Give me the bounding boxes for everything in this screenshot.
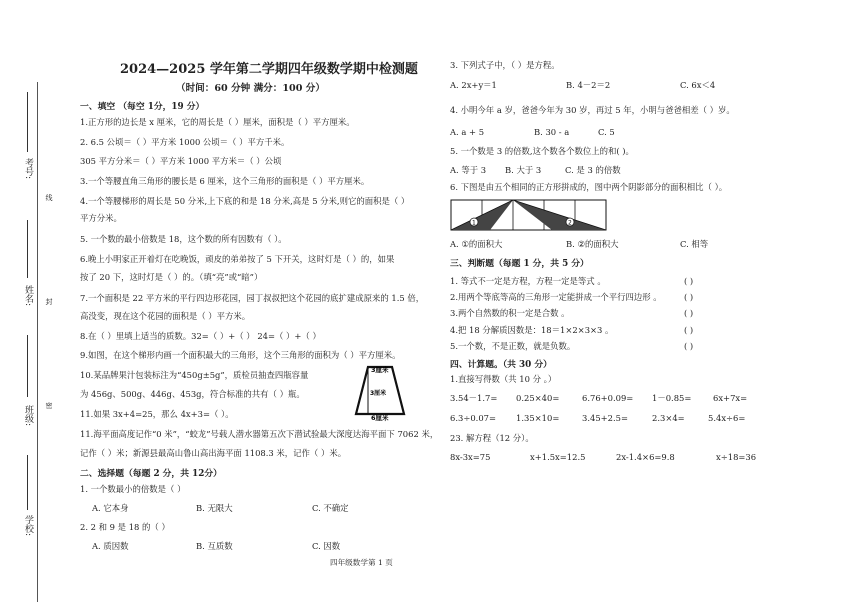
exam-no-label: 考号:: [23, 158, 33, 180]
s4-r1-c3: 6.76+0.09=: [582, 393, 634, 403]
s1-q3: 3.一个等腰直角三角形的腰长是 6 厘米，这个三角形的面积是（ ）平方厘米。: [80, 176, 370, 186]
s3-paren-4: ( ): [684, 325, 694, 335]
page-footer: 四年级数学第 1 页: [330, 558, 393, 567]
s2-q2: 2. 2 和 9 是 18 的（ ）: [80, 522, 170, 532]
s3-paren-3: ( ): [684, 308, 694, 318]
exam-no-blank: [27, 92, 28, 152]
s3-item-3: 3.两个自然数的积一定是合数 。: [450, 308, 570, 318]
binding-feng: 封: [45, 298, 53, 305]
s2-q2-opt-c: C. 因数: [312, 541, 341, 551]
s2-q3: 3. 下列式子中，（ ）是方程。: [450, 60, 560, 70]
school-label: 学校:: [23, 515, 33, 537]
s1-q9: 9.如图，在这个梯形内画一个面积最大的三角形，这个三角形的面积为（ ）平方厘米。: [80, 350, 401, 360]
page-subtitle: （时间：60 分钟 满分：100 分）: [176, 83, 325, 94]
s4-eq-1: 8x-3x=75: [450, 452, 491, 462]
s2-q3-opt-a: A. 2x+y＝1: [450, 80, 497, 90]
s4-r1-c5: 6x+7x=: [713, 393, 748, 403]
s4-r2-c1: 6.3÷0.07=: [450, 413, 497, 423]
s2-q5: 5. 一个数是 3 的倍数,这个数各个数位上的和( )。: [450, 146, 634, 156]
page-title: 2024—2025 学年第二学期四年级数学期中检测题: [120, 62, 418, 77]
s1-q11: 11.如果 3x+4=25，那么 4x+3=（ ）。: [80, 409, 234, 419]
s2-q6: 6. 下图是由五个相同的正方形拼成的，图中两个阴影部分的面积相比（ ）。: [450, 182, 728, 192]
school-blank: [27, 455, 28, 510]
s3-item-1: 1. 等式不一定是方程，方程一定是等式 。: [450, 276, 606, 286]
s2-q1-opt-a: A. 它本身: [92, 503, 129, 513]
s4-r2-c4: 2.3×4=: [652, 413, 685, 423]
s1-q4a: 4.一个等腰梯形的周长是 50 分米,上下底的和是 18 分米,高是 5 分米,则它的面积是（ ）: [80, 196, 410, 206]
s2-q6-opt-b: B. ②的面积大: [566, 239, 619, 249]
s1-q6b: 按了 20 下，这时灯是（ ）的。（填“亮”或“暗”）: [80, 272, 263, 282]
section2-heading: 二、选择题（每题 2 分，共 12分）: [80, 469, 222, 479]
s2-q3-opt-b: B. 4－2＝2: [566, 80, 611, 90]
s2-q5-opt-b: B. 大于 3: [505, 165, 542, 175]
s4-r1-c2: 0.25×40=: [516, 393, 560, 403]
section4-heading: 四、计算题。（共 30 分）: [450, 360, 552, 370]
s3-item-4: 4.把 18 分解质因数是：18＝1×2×3×3 。: [450, 325, 614, 335]
s2-q1-opt-b: B. 无限大: [196, 503, 233, 513]
binding-xian: 线: [45, 194, 53, 201]
five-squares-figure: [450, 198, 610, 232]
s1-q10a: 10.某品牌果汁包装标注为“450g±5g”，质检员抽查四瓶容量: [80, 370, 309, 380]
s3-paren-1: ( ): [684, 276, 694, 286]
s4-r1-c4: 1－0.85=: [652, 393, 692, 403]
s4-sub1: 1.直接写得数（共 10 分 。）: [450, 374, 557, 384]
s2-q4-opt-c: C. 5: [598, 127, 615, 137]
s4-r1-c1: 3.54－1.7=: [450, 393, 498, 403]
s2-q2-opt-a: A. 质因数: [92, 541, 129, 551]
s2-q5-opt-a: A. 等于 3: [450, 165, 487, 175]
s3-paren-5: ( ): [684, 341, 694, 351]
s2-q1: 1. 一个数最小的倍数是（ ）: [80, 484, 186, 494]
s2-q6-opt-c: C. 相等: [680, 239, 709, 249]
s2-q2-opt-b: B. 互质数: [196, 541, 233, 551]
s1-q12a: 11.海平面高度记作“0 米”，“蛟龙”号载人潜水器第五次下潜试验最大深度达海平面下 7062 米，: [80, 429, 439, 439]
s3-item-5: 5.一个数，不是正数，就是负数。: [450, 341, 576, 351]
s2-q6-opt-a: A. ①的面积大: [450, 239, 503, 249]
s1-q5: 5. 一个数的最小倍数是 18，这个数的所有因数有（ ）。: [80, 234, 287, 244]
s2-q4-opt-a: A. a + 5: [450, 127, 485, 137]
s1-q6a: 6.晚上小明家正开着灯在吃晚饭，顽皮的弟弟按了 5 下开关，这时灯是（ ）的，如果: [80, 254, 395, 264]
trap-top-label: 3厘米: [371, 366, 389, 374]
s1-q12b: 记作（ ）米；新源县最高山鲁山高出海平面 1108.3 米，记作（ ）米。: [80, 448, 347, 458]
s3-paren-2: ( ): [684, 292, 694, 302]
class-label: 班级:: [23, 405, 33, 427]
s2-q4: 4. 小明今年 a 岁，爸爸今年为 30 岁，再过 5 年，小明与爸爸相差（ ）岁。: [450, 105, 735, 115]
s1-q8: 8.在（ ）里填上适当的质数。32=（ ）+（ ） 24=（ ）+（ ）: [80, 331, 321, 341]
s1-q4b: 平方分米。: [80, 213, 122, 223]
s2-q5-opt-c: C. 是 3 的倍数: [565, 165, 621, 175]
s2-q3-opt-c: C. 6x＜4: [680, 80, 716, 90]
binding-line: [37, 82, 38, 602]
s4-eq-4: x÷18=36: [716, 452, 757, 462]
s4-sub2: 23. 解方程（12 分）。: [450, 433, 534, 443]
s2-q4-opt-b: B. 30 - a: [534, 127, 570, 137]
svg-text:1: 1: [472, 219, 476, 227]
s4-eq-2: x+1.5x=12.5: [530, 452, 586, 462]
s4-eq-3: 2x-1.4×6=9.8: [616, 452, 675, 462]
s1-q10b: 为 456g、500g、446g、453g，符合标准的共有（ ）瓶。: [80, 389, 305, 399]
trap-bottom-label: 6厘米: [371, 414, 389, 422]
s1-q7a: 7.一个面积是 22 平方米的平行四边形花园，园丁叔叔把这个花园的底扩建成原来的 1.5 倍，: [80, 293, 425, 303]
s4-r2-c5: 5.4x÷6=: [708, 413, 746, 423]
s2-q1-opt-c: C. 不确定: [312, 503, 349, 513]
binding-mi: 密: [45, 402, 53, 409]
svg-text:2: 2: [568, 219, 572, 227]
s4-r2-c3: 3.45+2.5=: [582, 413, 629, 423]
s1-q7b: 高没变，现在这个花园的面积是（ ）平方米。: [80, 311, 251, 321]
name-blank: [27, 220, 28, 278]
class-blank: [27, 335, 28, 397]
trapezoid-figure: [350, 362, 414, 422]
s1-q2b: 305 平方分米＝（ ）平方米 1000 平方米＝（ ）公顷: [80, 156, 282, 166]
s4-r2-c2: 1.35×10=: [516, 413, 560, 423]
section3-heading: 三、判断题（每题 1 分，共 5 分）: [450, 259, 589, 269]
trap-height-label: 3厘米: [370, 390, 387, 397]
s1-q1: 1.正方形的边长是 x 厘米，它的周长是（ ）厘米，面积是（ ）平方厘米。: [80, 117, 355, 127]
s1-q2a: 2. 6.5 公顷＝（ ）平方米 1000 公顷＝（ ）平方千米。: [80, 137, 290, 147]
section1-heading: 一、填空 （每空 1分，19 分）: [80, 102, 205, 112]
s3-item-2: 2.用两个等底等高的三角形一定能拼成一个平行四边形 。: [450, 292, 662, 302]
name-label: 姓名:: [23, 285, 33, 307]
